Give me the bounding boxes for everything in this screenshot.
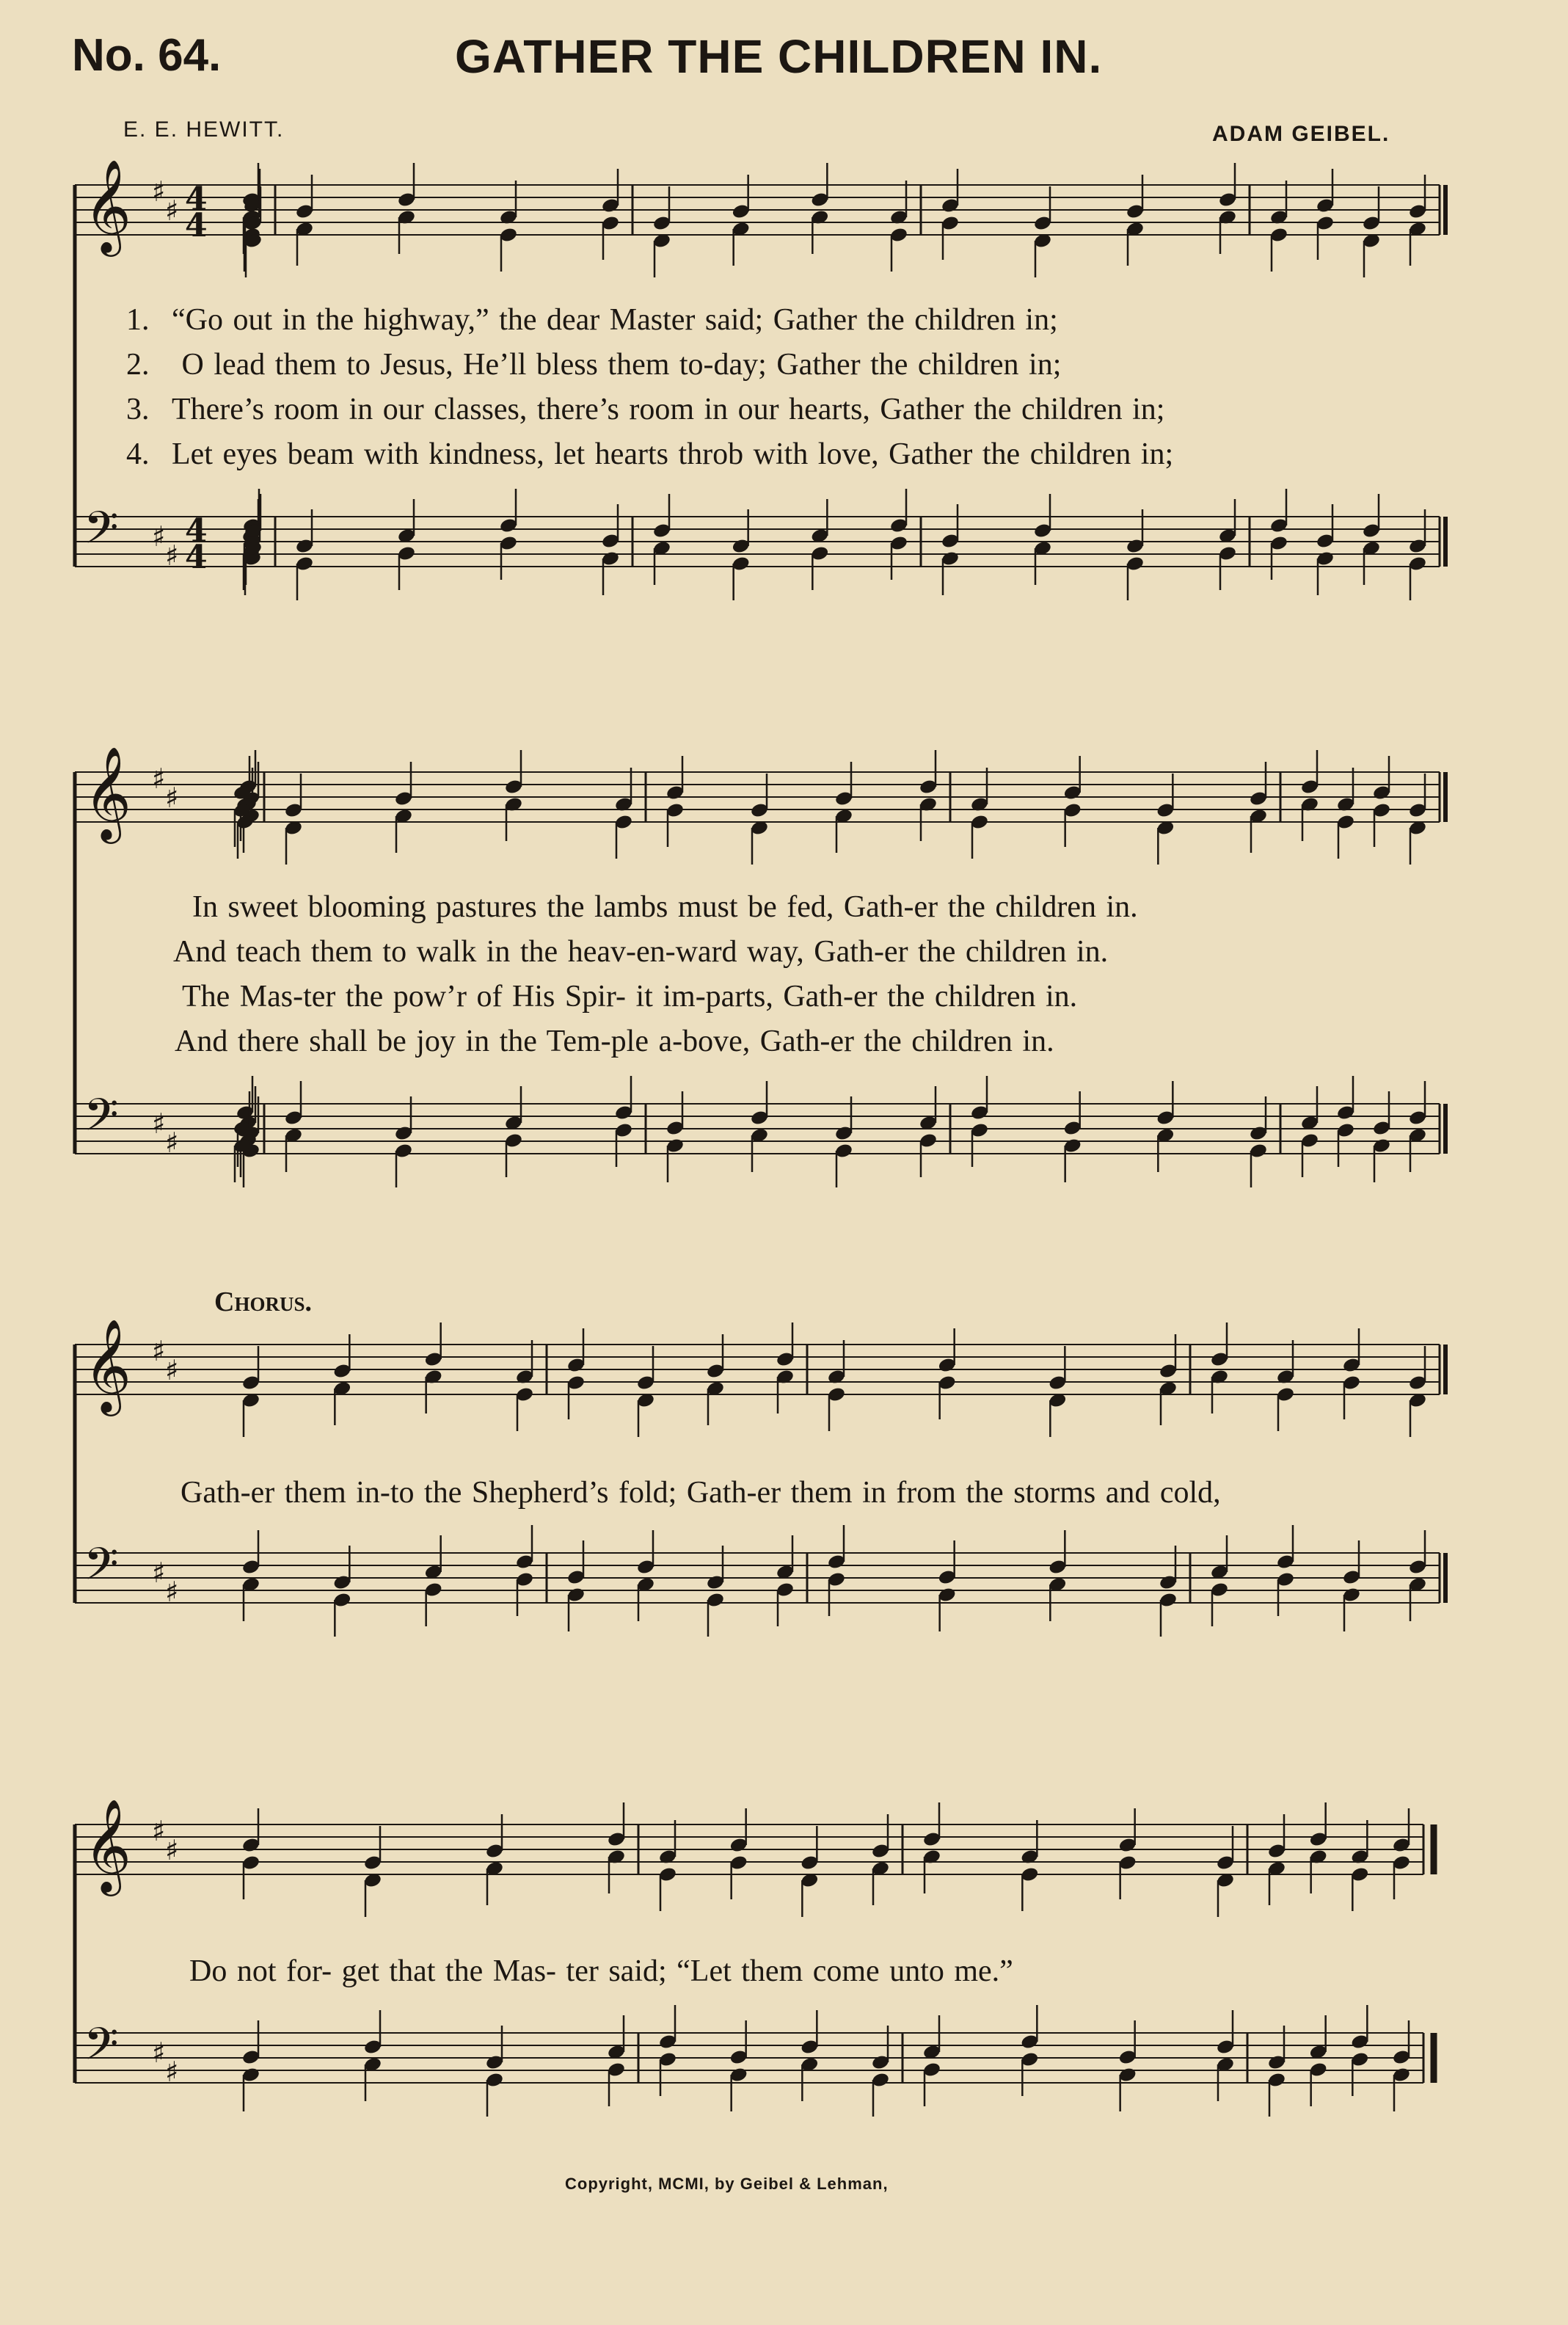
sharp-icon: ♯ bbox=[165, 1576, 179, 1608]
lyricist-credit: E. E. HEWITT. bbox=[123, 117, 285, 142]
verse-1-line-a: 1. “Go out in the highway,” the dear Master said; Gather the children in; bbox=[126, 303, 1058, 337]
verse-2-line-b: And teach them to walk in the heav-en-ward way, Gath-er the children in. bbox=[173, 935, 1109, 969]
sharp-icon: ♯ bbox=[165, 1354, 179, 1386]
sharp-icon: ♯ bbox=[152, 520, 166, 553]
sharp-icon: ♯ bbox=[152, 1557, 166, 1589]
chorus-label: Chorus. bbox=[214, 1287, 312, 1317]
hymn-title: GATHER THE CHILDREN IN. bbox=[455, 30, 1103, 83]
sharp-icon: ♯ bbox=[152, 1107, 166, 1140]
bass-clef-icon: 𝄢 bbox=[84, 1538, 119, 1601]
sharp-icon: ♯ bbox=[152, 2037, 166, 2069]
chorus-line-2: Do not for- get that the Mas- ter said; “Let them come unto me.” bbox=[189, 1954, 1013, 1988]
sharp-icon: ♯ bbox=[165, 539, 179, 572]
bass-clef-icon: 𝄢 bbox=[84, 2018, 119, 2081]
bass-clef-icon: 𝄢 bbox=[84, 1089, 119, 1152]
copyright-notice: Copyright, MCMI, by Geibel & Lehman, bbox=[565, 2175, 889, 2193]
time-signature-top: 4 bbox=[185, 512, 208, 550]
sharp-icon: ♯ bbox=[165, 1127, 179, 1159]
sharp-icon: ♯ bbox=[152, 175, 166, 208]
treble-clef-icon: 𝄞 bbox=[84, 159, 132, 252]
sharp-icon: ♯ bbox=[165, 1834, 179, 1866]
time-signature-bottom: 4 bbox=[185, 207, 208, 244]
sharp-icon: ♯ bbox=[165, 782, 179, 814]
sharp-icon: ♯ bbox=[152, 1815, 166, 1847]
treble-clef-icon: 𝄞 bbox=[84, 1318, 132, 1412]
verse-1-line-b: In sweet blooming pastures the lambs must be fed, Gath-er the children in. bbox=[192, 890, 1138, 924]
verse-4-line-b: And there shall be joy in the Tem-ple a-bove, Gath-er the children in. bbox=[175, 1025, 1054, 1058]
verse-4-line-a: 4. Let eyes beam with kindness, let hearts throb with love, Gather the children in; bbox=[126, 437, 1174, 471]
sharp-icon: ♯ bbox=[165, 194, 179, 227]
chorus-line-1: Gath-er them in-to the Shepherd’s fold; Gath-er them in from the storms and cold, bbox=[180, 1476, 1221, 1510]
treble-clef-icon: 𝄞 bbox=[84, 746, 132, 840]
sharp-icon: ♯ bbox=[165, 2056, 179, 2088]
verse-2-line-a: 2. O lead them to Jesus, He’ll bless them to-day; Gather the children in; bbox=[126, 348, 1062, 382]
treble-clef-icon: 𝄞 bbox=[84, 1798, 132, 1892]
sharp-icon: ♯ bbox=[152, 1335, 166, 1367]
sharp-icon: ♯ bbox=[152, 763, 166, 795]
verse-3-line-a: 3. There’s room in our classes, there’s room in our hearts, Gather the children in; bbox=[126, 393, 1165, 426]
hymn-number: No. 64. bbox=[72, 30, 222, 81]
time-signature-bottom: 4 bbox=[185, 539, 208, 576]
verse-3-line-b: The Mas-ter the pow’r of His Spir- it im-parts, Gath-er the children in. bbox=[182, 980, 1078, 1014]
bass-clef-icon: 𝄢 bbox=[84, 502, 119, 565]
time-signature-top: 4 bbox=[185, 181, 208, 218]
composer-credit: ADAM GEIBEL. bbox=[1212, 122, 1390, 146]
